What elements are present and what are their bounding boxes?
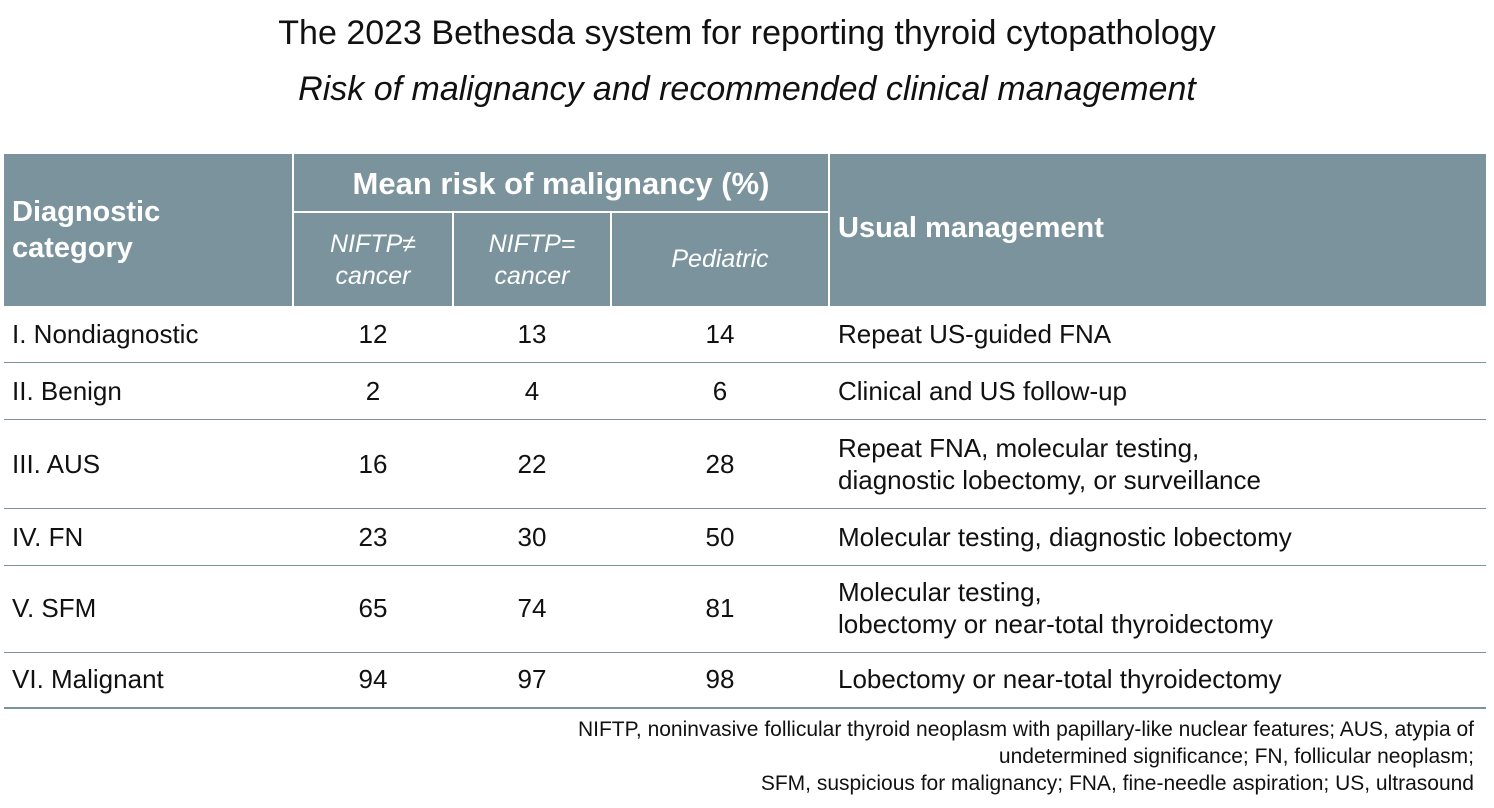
row-category: IV. FN [12,522,84,552]
row-value-niftp-cancer: 4 [524,376,540,406]
row-management: Molecular testing, diagnostic lobectomy [838,522,1292,552]
row-management: Repeat FNA, molecular testing, diagnostic lobectomy, or surveillance [838,433,1261,495]
row-value-niftp-cancer: 97 [517,664,547,694]
table-bottom-rule [4,707,1486,709]
table-row [4,363,1486,419]
row-value-niftp-not-cancer: 16 [358,449,388,479]
row-value-pediatric: 28 [705,449,735,479]
page-title: The 2023 Bethesda system for reporting thyroid cytopathology [278,14,1216,52]
table-row [4,509,1486,565]
row-value-niftp-not-cancer: 2 [365,376,381,406]
row-management: Lobectomy or near-total thyroidectomy [838,664,1282,694]
row-value-niftp-cancer: 13 [517,319,547,349]
header-niftp-not-cancer: NIFTP≠ cancer [330,230,416,290]
row-value-niftp-not-cancer: 94 [358,664,388,694]
row-value-niftp-not-cancer: 23 [358,522,388,552]
row-value-niftp-cancer: 74 [517,593,547,623]
row-management: Repeat US-guided FNA [838,319,1112,349]
row-management: Molecular testing, lobectomy or near-total thyroidectomy [838,577,1273,639]
header-usual-management: Usual management [838,212,1104,244]
header-divider [828,154,830,306]
row-value-niftp-cancer: 30 [517,522,547,552]
table-row [4,420,1486,508]
row-value-niftp-not-cancer: 65 [358,593,388,623]
row-value-pediatric: 98 [705,664,735,694]
page-subtitle: Risk of malignancy and recommended clinical management [298,70,1196,108]
row-category: I. Nondiagnostic [12,319,199,349]
table-row [4,653,1486,707]
header-risk-group: Mean risk of malignancy (%) [352,166,770,201]
header-divider [292,211,830,213]
header-pediatric: Pediatric [671,245,769,273]
row-category: VI. Malignant [12,664,164,694]
footnote: NIFTP, noninvasive follicular thyroid neoplasm with papillary-like nuclear features; AUS, atypia of undetermined significance; FN, follicular neoplasm; SFM, suspicious for malignancy; FNA, fine-needle aspiration; US, ultrasound [577,718,1474,795]
row-category: II. Benign [12,376,122,406]
table-row [4,306,1486,362]
row-category: III. AUS [12,449,101,479]
row-value-pediatric: 81 [705,593,735,623]
row-value-niftp-cancer: 22 [517,449,547,479]
row-value-pediatric: 14 [705,319,735,349]
row-management: Clinical and US follow-up [838,376,1128,406]
table-row [4,566,1486,652]
header-diagnostic-category: Diagnostic category [12,196,161,264]
table-header [4,154,1486,306]
header-niftp-cancer: NIFTP= cancer [488,230,576,290]
row-value-pediatric: 6 [712,376,728,406]
row-value-niftp-not-cancer: 12 [358,319,388,349]
row-category: V. SFM [12,593,97,623]
row-value-pediatric: 50 [705,522,735,552]
